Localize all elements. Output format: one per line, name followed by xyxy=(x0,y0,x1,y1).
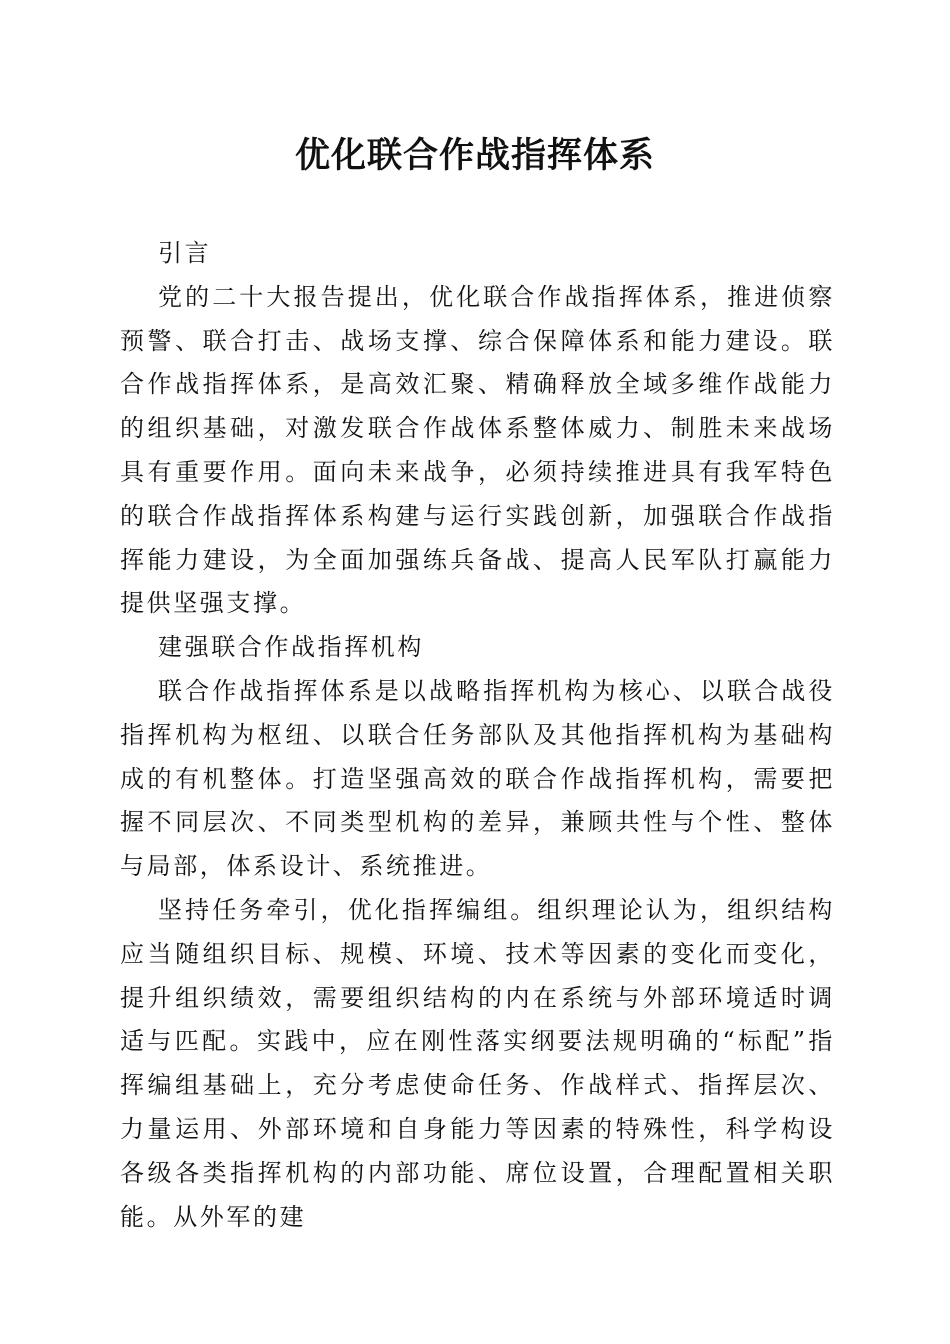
paragraph-introduction: 党的二十大报告提出，优化联合作战指挥体系，推进侦察预警、联合打击、战场支撑、综合保障体系和能力建设。联合作战指挥体系，是高效汇聚、精确释放全域多维作战能力的组织基础，对激发联合作战体系整体威力、制胜未来战场具有重要作用。面向未来战争，必须持续推进具有我军特色的联合作战指挥体系构建与运行实践创新，加强联合作战指挥能力建设，为全面加强练兵备战、提高人民军队打赢能力提供坚强支撑。 xyxy=(120,282,835,618)
heading-introduction: 引言 xyxy=(158,239,212,267)
document-title: 优化联合作战指挥体系 xyxy=(294,135,655,176)
paragraph-task-orientation: 坚持任务牵引，优化指挥编组。组织理论认为，组织结构应当随组织目标、规模、环境、技术等因素的变化而变化，提升组织绩效，需要组织结构的内在系统与外部环境适时调适与匹配。实践中，应在刚性落实纲要法规明确的“标配”指挥编组基础上，充分考虑使命任务、作战样式、指挥层次、力量运用、外部环境和自身能力等因素的特殊性，科学构设各级各类指挥机构的内部功能、席位设置，合理配置相关职能。从外军的建 xyxy=(120,895,835,1231)
heading-command-institutions: 建强联合作战指挥机构 xyxy=(158,633,424,662)
paragraph-command-system: 联合作战指挥体系是以战略指挥机构为核心、以联合战役指挥机构为枢纽、以联合任务部队及其他指挥机构为基础构成的有机整体。打造坚强高效的联合作战指挥机构，需要把握不同层次、不同类型机构的差异，兼顾共性与个性、整体与局部，体系设计、系统推进。 xyxy=(120,676,835,881)
document-body xyxy=(120,232,835,1239)
